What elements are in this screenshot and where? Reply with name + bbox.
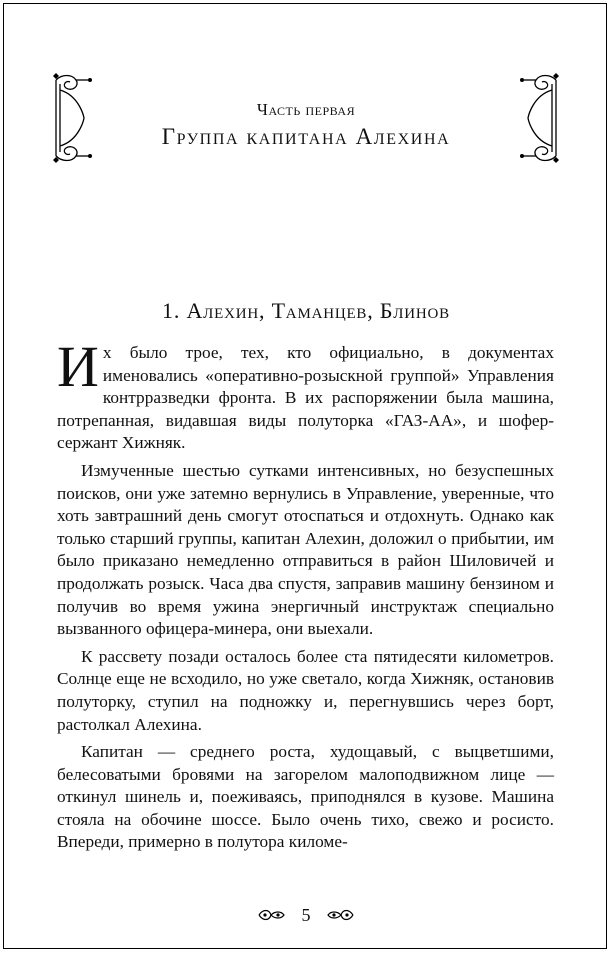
- chapter-title: 1. Алехин, Таманцев, Блинов: [162, 298, 450, 323]
- page-number: 5: [301, 904, 311, 925]
- body-text: [57, 334, 554, 859]
- part-header: [0, 70, 612, 170]
- left-fleuron-icon: [257, 908, 287, 922]
- page-footer: [0, 902, 612, 926]
- right-fleuron-icon: [325, 908, 355, 922]
- paragraph-1: [57, 334, 554, 455]
- part-label: Часть первая: [256, 100, 356, 119]
- drop-cap: И: [57, 334, 99, 399]
- paragraph-2: Измученные шестью сутками интенсивных, но безуспешных поисков, они уже затемно вернулись в Управление, уверенные, что хоть завтрашний день смогут отоспаться и отдохнуть. Однако как только старший группы, капитан Алехин, доложил о прибытии, им было приказано немедленно отправиться в район Шиловичей и продолжать розыск. Часа два спустя, заправив машину бензином и получив во время ужина энергичный инструктаж специально вызванного офицера-минера, они выехали.: [57, 460, 554, 639]
- paragraph-4: Капитан — среднего роста, худощавый, с выцветшими, белесоватыми бровями на загорелом малоподвижном лице — откинул шинель и, поеживаясь, приподнялся в кузове. Машина стояла на обочине шоссе. Было очень тихо, свежо и росисто. Впереди, примерно в полутора киломе-: [57, 742, 554, 852]
- paragraph-1-text: х было трое, тех, кто официально, в документах именовались «оперативно-розыскной группой» Управления контрразведки фронта. В их распоряжении была машина, потрепанная, видавшая виды полуторка «ГАЗ-АА», и шофер-сержант Хижняк.: [57, 343, 554, 453]
- paragraph-3: К рассвету позади осталось более ста пятидесяти километров. Солнце еще не всходило, но уже светало, когда Хижняк, остановив полуторку, ступил на подножку и, перегнувшись через борт, растолкал Алехина.: [57, 646, 554, 734]
- book-title: Группа капитана Алехина: [161, 124, 451, 149]
